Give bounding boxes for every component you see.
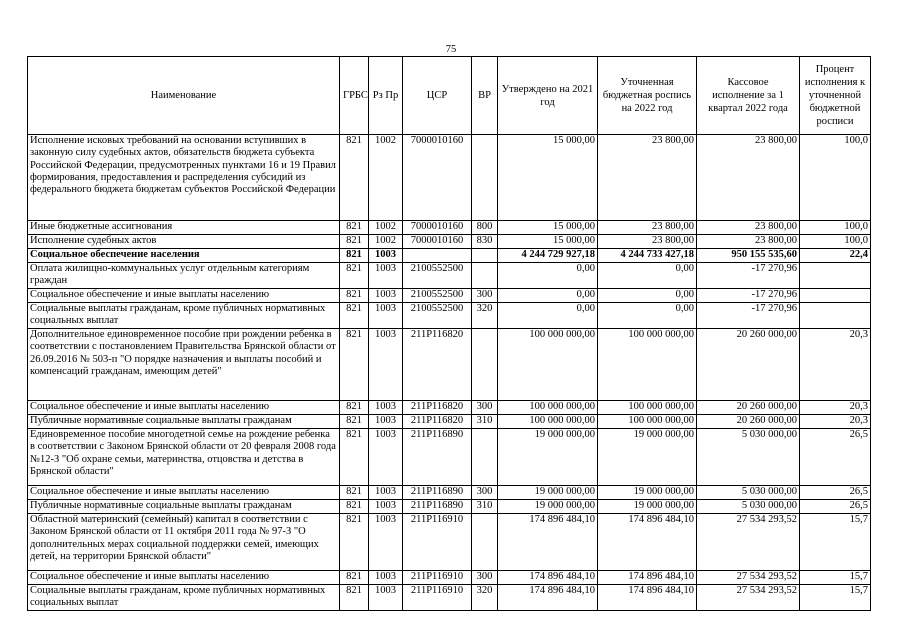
- cell-approved: 15 000,00: [498, 235, 598, 249]
- cell-csr: 211P116820: [403, 329, 472, 401]
- cell-grbs: 821: [340, 289, 369, 303]
- cell-vr: [472, 263, 498, 289]
- cell-cash: 27 534 293,52: [697, 514, 800, 571]
- cell-csr: [403, 249, 472, 263]
- cell-name: Социальное обеспечение и иные выплаты населению: [28, 289, 340, 303]
- cell-csr: 211P116890: [403, 500, 472, 514]
- cell-approved: 19 000 000,00: [498, 429, 598, 486]
- cell-rzpr: 1003: [369, 486, 403, 500]
- cell-percent: 15,7: [800, 585, 871, 611]
- cell-vr: [472, 135, 498, 221]
- table-row: [28, 500, 871, 514]
- table-row: [28, 235, 871, 249]
- cell-cash: -17 270,96: [697, 263, 800, 289]
- cell-grbs: 821: [340, 303, 369, 329]
- cell-vr: 300: [472, 571, 498, 585]
- cell-vr: 320: [472, 585, 498, 611]
- cell-approved: 174 896 484,10: [498, 514, 598, 571]
- cell-vr: 800: [472, 221, 498, 235]
- table-row: [28, 429, 871, 486]
- cell-vr: [472, 329, 498, 401]
- header-approved: Утверждено на 2021 год: [498, 57, 598, 135]
- cell-name: Публичные нормативные социальные выплаты гражданам: [28, 500, 340, 514]
- cell-refined: 0,00: [598, 289, 697, 303]
- cell-cash: 950 155 535,60: [697, 249, 800, 263]
- cell-percent: 26,5: [800, 429, 871, 486]
- cell-vr: 300: [472, 289, 498, 303]
- cell-approved: 0,00: [498, 263, 598, 289]
- cell-csr: 7000010160: [403, 235, 472, 249]
- cell-rzpr: 1003: [369, 415, 403, 429]
- cell-refined: 19 000 000,00: [598, 429, 697, 486]
- cell-grbs: 821: [340, 235, 369, 249]
- cell-vr: [472, 249, 498, 263]
- cell-cash: 5 030 000,00: [697, 500, 800, 514]
- cell-rzpr: 1003: [369, 249, 403, 263]
- cell-approved: 19 000 000,00: [498, 500, 598, 514]
- cell-percent: [800, 263, 871, 289]
- table-row: [28, 263, 871, 289]
- cell-cash: 20 260 000,00: [697, 401, 800, 415]
- cell-percent: [800, 289, 871, 303]
- cell-rzpr: 1003: [369, 429, 403, 486]
- cell-csr: 211P116910: [403, 585, 472, 611]
- cell-grbs: 821: [340, 221, 369, 235]
- cell-name: Социальные выплаты гражданам, кроме публичных нормативных социальных выплат: [28, 585, 340, 611]
- cell-name: Исполнение исковых требований на основании вступивших в законную силу судебных актов, обязательств бюджета субъекта Российской Федерации, предусмотренных пунктами 16 и 19 Правил формирования, предоставления и распределения субсидий из федерального бюджета бюджетам субъектов Российской Федерации: [28, 135, 340, 221]
- cell-cash: 23 800,00: [697, 221, 800, 235]
- header-name: Наименование: [28, 57, 340, 135]
- cell-vr: 310: [472, 415, 498, 429]
- cell-cash: 20 260 000,00: [697, 329, 800, 401]
- cell-rzpr: 1003: [369, 303, 403, 329]
- header-vr: ВР: [472, 57, 498, 135]
- table-row: [28, 289, 871, 303]
- cell-percent: 22,4: [800, 249, 871, 263]
- cell-name: Исполнение судебных актов: [28, 235, 340, 249]
- cell-name: Социальное обеспечение и иные выплаты населению: [28, 486, 340, 500]
- cell-percent: 15,7: [800, 514, 871, 571]
- cell-percent: 100,0: [800, 135, 871, 221]
- cell-csr: 211P116890: [403, 429, 472, 486]
- cell-refined: 19 000 000,00: [598, 486, 697, 500]
- cell-cash: 23 800,00: [697, 235, 800, 249]
- cell-rzpr: 1003: [369, 571, 403, 585]
- table-row: [28, 135, 871, 221]
- cell-refined: 4 244 733 427,18: [598, 249, 697, 263]
- table-row: [28, 415, 871, 429]
- table-row: [28, 303, 871, 329]
- cell-refined: 0,00: [598, 303, 697, 329]
- cell-name: Социальное обеспечение и иные выплаты населению: [28, 401, 340, 415]
- cell-approved: 19 000 000,00: [498, 486, 598, 500]
- cell-cash: 20 260 000,00: [697, 415, 800, 429]
- cell-grbs: 821: [340, 249, 369, 263]
- cell-name: Социальное обеспечение и иные выплаты населению: [28, 571, 340, 585]
- cell-cash: 27 534 293,52: [697, 571, 800, 585]
- cell-approved: 174 896 484,10: [498, 571, 598, 585]
- cell-vr: [472, 429, 498, 486]
- cell-grbs: 821: [340, 135, 369, 221]
- cell-approved: 15 000,00: [498, 221, 598, 235]
- cell-percent: 100,0: [800, 221, 871, 235]
- cell-approved: 0,00: [498, 303, 598, 329]
- cell-rzpr: 1003: [369, 514, 403, 571]
- cell-grbs: 821: [340, 486, 369, 500]
- cell-grbs: 821: [340, 585, 369, 611]
- table-row: [28, 249, 871, 263]
- header-cash: Кассовое исполнение за 1 квартал 2022 года: [697, 57, 800, 135]
- cell-rzpr: 1003: [369, 329, 403, 401]
- cell-name: Дополнительное единовременное пособие при рождении ребенка в соответствии с постановлением Правительства Брянской области от 26.09.2016 № 503-п "О порядке назначения и выплаты пособий и компенсаций гражданам, имеющим детей": [28, 329, 340, 401]
- cell-approved: 100 000 000,00: [498, 415, 598, 429]
- cell-approved: 15 000,00: [498, 135, 598, 221]
- table-row: [28, 221, 871, 235]
- cell-refined: 19 000 000,00: [598, 500, 697, 514]
- cell-csr: 2100552500: [403, 303, 472, 329]
- cell-refined: 23 800,00: [598, 135, 697, 221]
- cell-grbs: 821: [340, 263, 369, 289]
- cell-cash: 27 534 293,52: [697, 585, 800, 611]
- cell-percent: 15,7: [800, 571, 871, 585]
- cell-percent: 26,5: [800, 500, 871, 514]
- cell-name: Областной материнский (семейный) капитал в соответствии с Законом Брянской области от 11 октября 2011 года № 97-З "О дополнительных мерах социальной поддержки семей, имеющих детей, на территории Брянской области": [28, 514, 340, 571]
- cell-rzpr: 1003: [369, 401, 403, 415]
- cell-csr: 211P116910: [403, 514, 472, 571]
- cell-vr: 320: [472, 303, 498, 329]
- table-row: [28, 486, 871, 500]
- cell-refined: 174 896 484,10: [598, 585, 697, 611]
- cell-rzpr: 1002: [369, 235, 403, 249]
- page-number: 75: [445, 44, 457, 55]
- cell-csr: 7000010160: [403, 135, 472, 221]
- cell-cash: 5 030 000,00: [697, 486, 800, 500]
- cell-approved: 0,00: [498, 289, 598, 303]
- cell-cash: -17 270,96: [697, 303, 800, 329]
- cell-csr: 211P116890: [403, 486, 472, 500]
- cell-percent: [800, 303, 871, 329]
- cell-csr: 211P116910: [403, 571, 472, 585]
- cell-csr: 211P116820: [403, 401, 472, 415]
- cell-refined: 174 896 484,10: [598, 514, 697, 571]
- budget-table: [27, 56, 871, 611]
- cell-refined: 100 000 000,00: [598, 401, 697, 415]
- cell-name: Социальные выплаты гражданам, кроме публичных нормативных социальных выплат: [28, 303, 340, 329]
- cell-csr: 2100552500: [403, 289, 472, 303]
- cell-cash: -17 270,96: [697, 289, 800, 303]
- cell-grbs: 821: [340, 429, 369, 486]
- cell-grbs: 821: [340, 514, 369, 571]
- cell-percent: 20,3: [800, 415, 871, 429]
- cell-approved: 174 896 484,10: [498, 585, 598, 611]
- cell-rzpr: 1002: [369, 135, 403, 221]
- table-row: [28, 401, 871, 415]
- cell-refined: 100 000 000,00: [598, 329, 697, 401]
- cell-grbs: 821: [340, 571, 369, 585]
- cell-name: Иные бюджетные ассигнования: [28, 221, 340, 235]
- cell-refined: 23 800,00: [598, 235, 697, 249]
- cell-name: Социальное обеспечение населения: [28, 249, 340, 263]
- cell-name: Оплата жилищно-коммунальных услуг отдельным категориям граждан: [28, 263, 340, 289]
- header-grbs: ГРБС: [340, 57, 369, 135]
- header-rzpr: Рз Пр: [369, 57, 403, 135]
- cell-cash: 23 800,00: [697, 135, 800, 221]
- cell-grbs: 821: [340, 500, 369, 514]
- header-percent: Процент исполнения к уточненной бюджетной росписи: [800, 57, 871, 135]
- cell-rzpr: 1003: [369, 500, 403, 514]
- cell-approved: 100 000 000,00: [498, 401, 598, 415]
- cell-vr: 300: [472, 401, 498, 415]
- table-row: [28, 585, 871, 611]
- cell-csr: 2100552500: [403, 263, 472, 289]
- cell-vr: 830: [472, 235, 498, 249]
- cell-csr: 7000010160: [403, 221, 472, 235]
- cell-percent: 20,3: [800, 329, 871, 401]
- cell-cash: 5 030 000,00: [697, 429, 800, 486]
- cell-approved: 100 000 000,00: [498, 329, 598, 401]
- header-csr: ЦСР: [403, 57, 472, 135]
- table-row: [28, 329, 871, 401]
- table-header: [28, 57, 871, 135]
- cell-percent: 100,0: [800, 235, 871, 249]
- cell-grbs: 821: [340, 415, 369, 429]
- cell-rzpr: 1002: [369, 221, 403, 235]
- cell-rzpr: 1003: [369, 289, 403, 303]
- cell-rzpr: 1003: [369, 263, 403, 289]
- cell-name: Публичные нормативные социальные выплаты гражданам: [28, 415, 340, 429]
- cell-name: Единовременное пособие многодетной семье на рождение ребенка в соответствии с Законом Брянской области от 20 февраля 2008 года №12-З "Об охране семьи, материнства, отцовства и детства в Брянской области": [28, 429, 340, 486]
- cell-vr: [472, 514, 498, 571]
- table-body: [28, 135, 871, 611]
- cell-grbs: 821: [340, 401, 369, 415]
- cell-refined: 0,00: [598, 263, 697, 289]
- cell-approved: 4 244 729 927,18: [498, 249, 598, 263]
- cell-refined: 174 896 484,10: [598, 571, 697, 585]
- cell-csr: 211P116820: [403, 415, 472, 429]
- table-row: [28, 514, 871, 571]
- cell-percent: 26,5: [800, 486, 871, 500]
- cell-vr: 300: [472, 486, 498, 500]
- cell-vr: 310: [472, 500, 498, 514]
- cell-rzpr: 1003: [369, 585, 403, 611]
- cell-refined: 100 000 000,00: [598, 415, 697, 429]
- table-row: [28, 571, 871, 585]
- header-refined: Уточненная бюджетная роспись на 2022 год: [598, 57, 697, 135]
- cell-refined: 23 800,00: [598, 221, 697, 235]
- cell-grbs: 821: [340, 329, 369, 401]
- cell-percent: 20,3: [800, 401, 871, 415]
